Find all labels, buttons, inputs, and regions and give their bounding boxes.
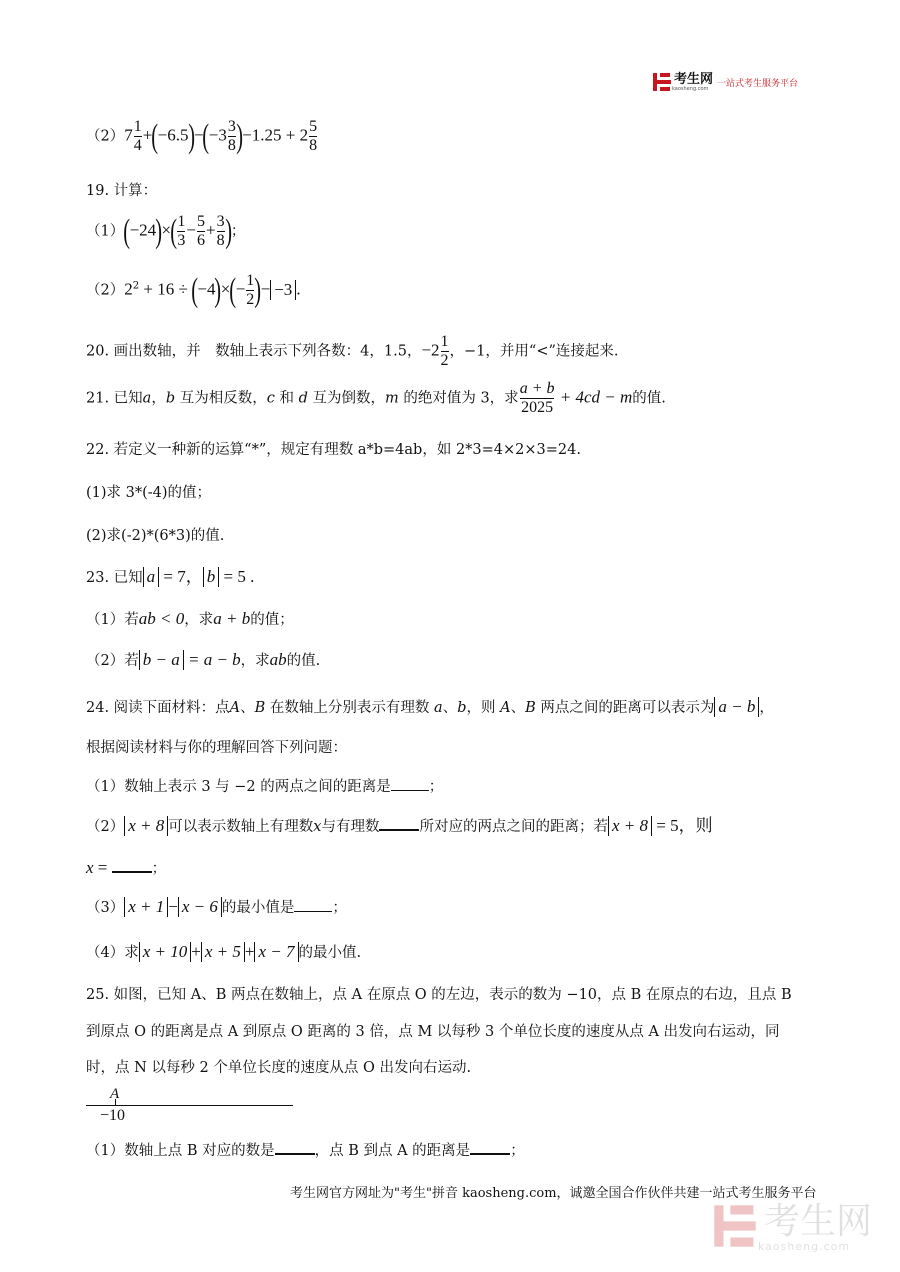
brand-domain: kaosheng.com (672, 85, 709, 92)
q24-part4: （4）求 x + 10 + x + 5 + x − 7 的最小值. (86, 942, 362, 961)
q24-part1: （1）数轴上表示 3 与 −2 的两点之间的距离是 ； (86, 776, 443, 797)
q18-part2: （2）7 $\frac{1}{4}$ +(−6.5)−(−3 $\frac{3}{8}$ )−1.25 + 2 $\frac{5}{8}$ (86, 117, 318, 155)
brand-name: 考生网 (674, 71, 714, 87)
answer-blank[interactable] (470, 1139, 510, 1155)
watermark-brand: 考生网 (764, 1200, 873, 1242)
q20: 20. 画出数轴，并 数轴上表示下列各数：4，1.5，−2 $\frac{1}{2}$ ，−1，并用“<”连接起来. (86, 333, 619, 369)
point-a-tick (115, 1099, 116, 1106)
answer-blank[interactable] (294, 897, 332, 912)
q23-part1: （1）若ab < 0，求a + b的值； (86, 609, 294, 628)
axis-line (86, 1105, 293, 1106)
watermark-logo-icon (712, 1203, 758, 1253)
q19-part1: （1）(−24)×( $\frac{1}{3}$ − $\frac{5}{6}$ + $\frac{3}{8}$ )； (86, 212, 246, 250)
q24-intro: 24. 阅读下面材料：点A、B 在数轴上分别表示有理数 a、b，则 A、B 两点之间的距离可以表示为 a − b ， (86, 697, 774, 716)
q19-part2: $(2)2^2 + 16 \div (-4)\times(-$ $\frac{1}{2}$ )− −3 . (86, 271, 301, 309)
q23: 23. 已知 a = 7， b = 5 . (86, 567, 255, 586)
q21: 21. 已知a，b 互为相反数，c 和 d 互为倒数，m 的绝对值为 3，求 $\frac{a + b}{2025}$ + 4cd − m的值. (86, 380, 666, 416)
q24-part2-cont: x = ； (86, 858, 167, 877)
q22-title: 22. 若定义一种新的运算“*”，规定有理数 a*b=4ab，如 2*3=4×2×3=24. (86, 442, 581, 458)
point-a-label: A (110, 1086, 120, 1102)
number-line-figure (86, 1086, 296, 1130)
point-a-value: −10 (100, 1107, 126, 1124)
q25-line2: 到原点 O 的距离是点 A 到原点 O 距离的 3 倍，点 M 以每秒 3 个单位长度的速度从点 A 出发向右运动，同 (86, 1024, 780, 1040)
answer-blank[interactable] (275, 1139, 315, 1155)
q22-part1: (1)求 3*(-4)的值； (86, 485, 212, 501)
q24-part2: （2） x + 8 可以表示数轴上有理数x与有理数 所对应的两点之间的距离；若 x + 8 = 5，则 (86, 816, 713, 835)
answer-blank[interactable] (379, 815, 419, 831)
brand-logo-icon (652, 72, 672, 92)
q24-line2: 根据阅读材料与你的理解回答下列问题： (86, 740, 347, 756)
q25-line3: 时，点 N 以每秒 2 个单位长度的速度从点 O 出发向右运动. (86, 1060, 472, 1076)
q19-title: 19. 计算： (86, 183, 158, 199)
answer-blank[interactable] (112, 857, 152, 873)
q22-part2: (2)求(-2)*(6*3)的值. (86, 528, 225, 544)
q25-part1: （1）数轴上点 B 对应的数是 ，点 B 到点 A 的距离是 ； (86, 1139, 525, 1161)
brand-slogan: 一站式考生服务平台 (717, 78, 799, 89)
header-logo (652, 72, 798, 92)
watermark (712, 1200, 873, 1253)
footer-text: 考生网官方网址为"考生"拼音 kaosheng.com，诚邀全国合作伙伴共建一站式考生服务平台 (290, 1186, 817, 1201)
answer-blank[interactable] (391, 776, 429, 791)
q23-part2: （2）若 b − a = a − b，求ab的值. (86, 650, 321, 669)
watermark-domain: kaosheng.com (758, 1239, 851, 1253)
q25-line1: 25. 如图，已知 A、B 两点在数轴上，点 A 在原点 O 的左边，表示的数为 −10，点 B 在原点的右边，且点 B (86, 987, 792, 1003)
q24-part3: （3） x + 1 − x − 6 的最小值是 ； (86, 897, 347, 916)
